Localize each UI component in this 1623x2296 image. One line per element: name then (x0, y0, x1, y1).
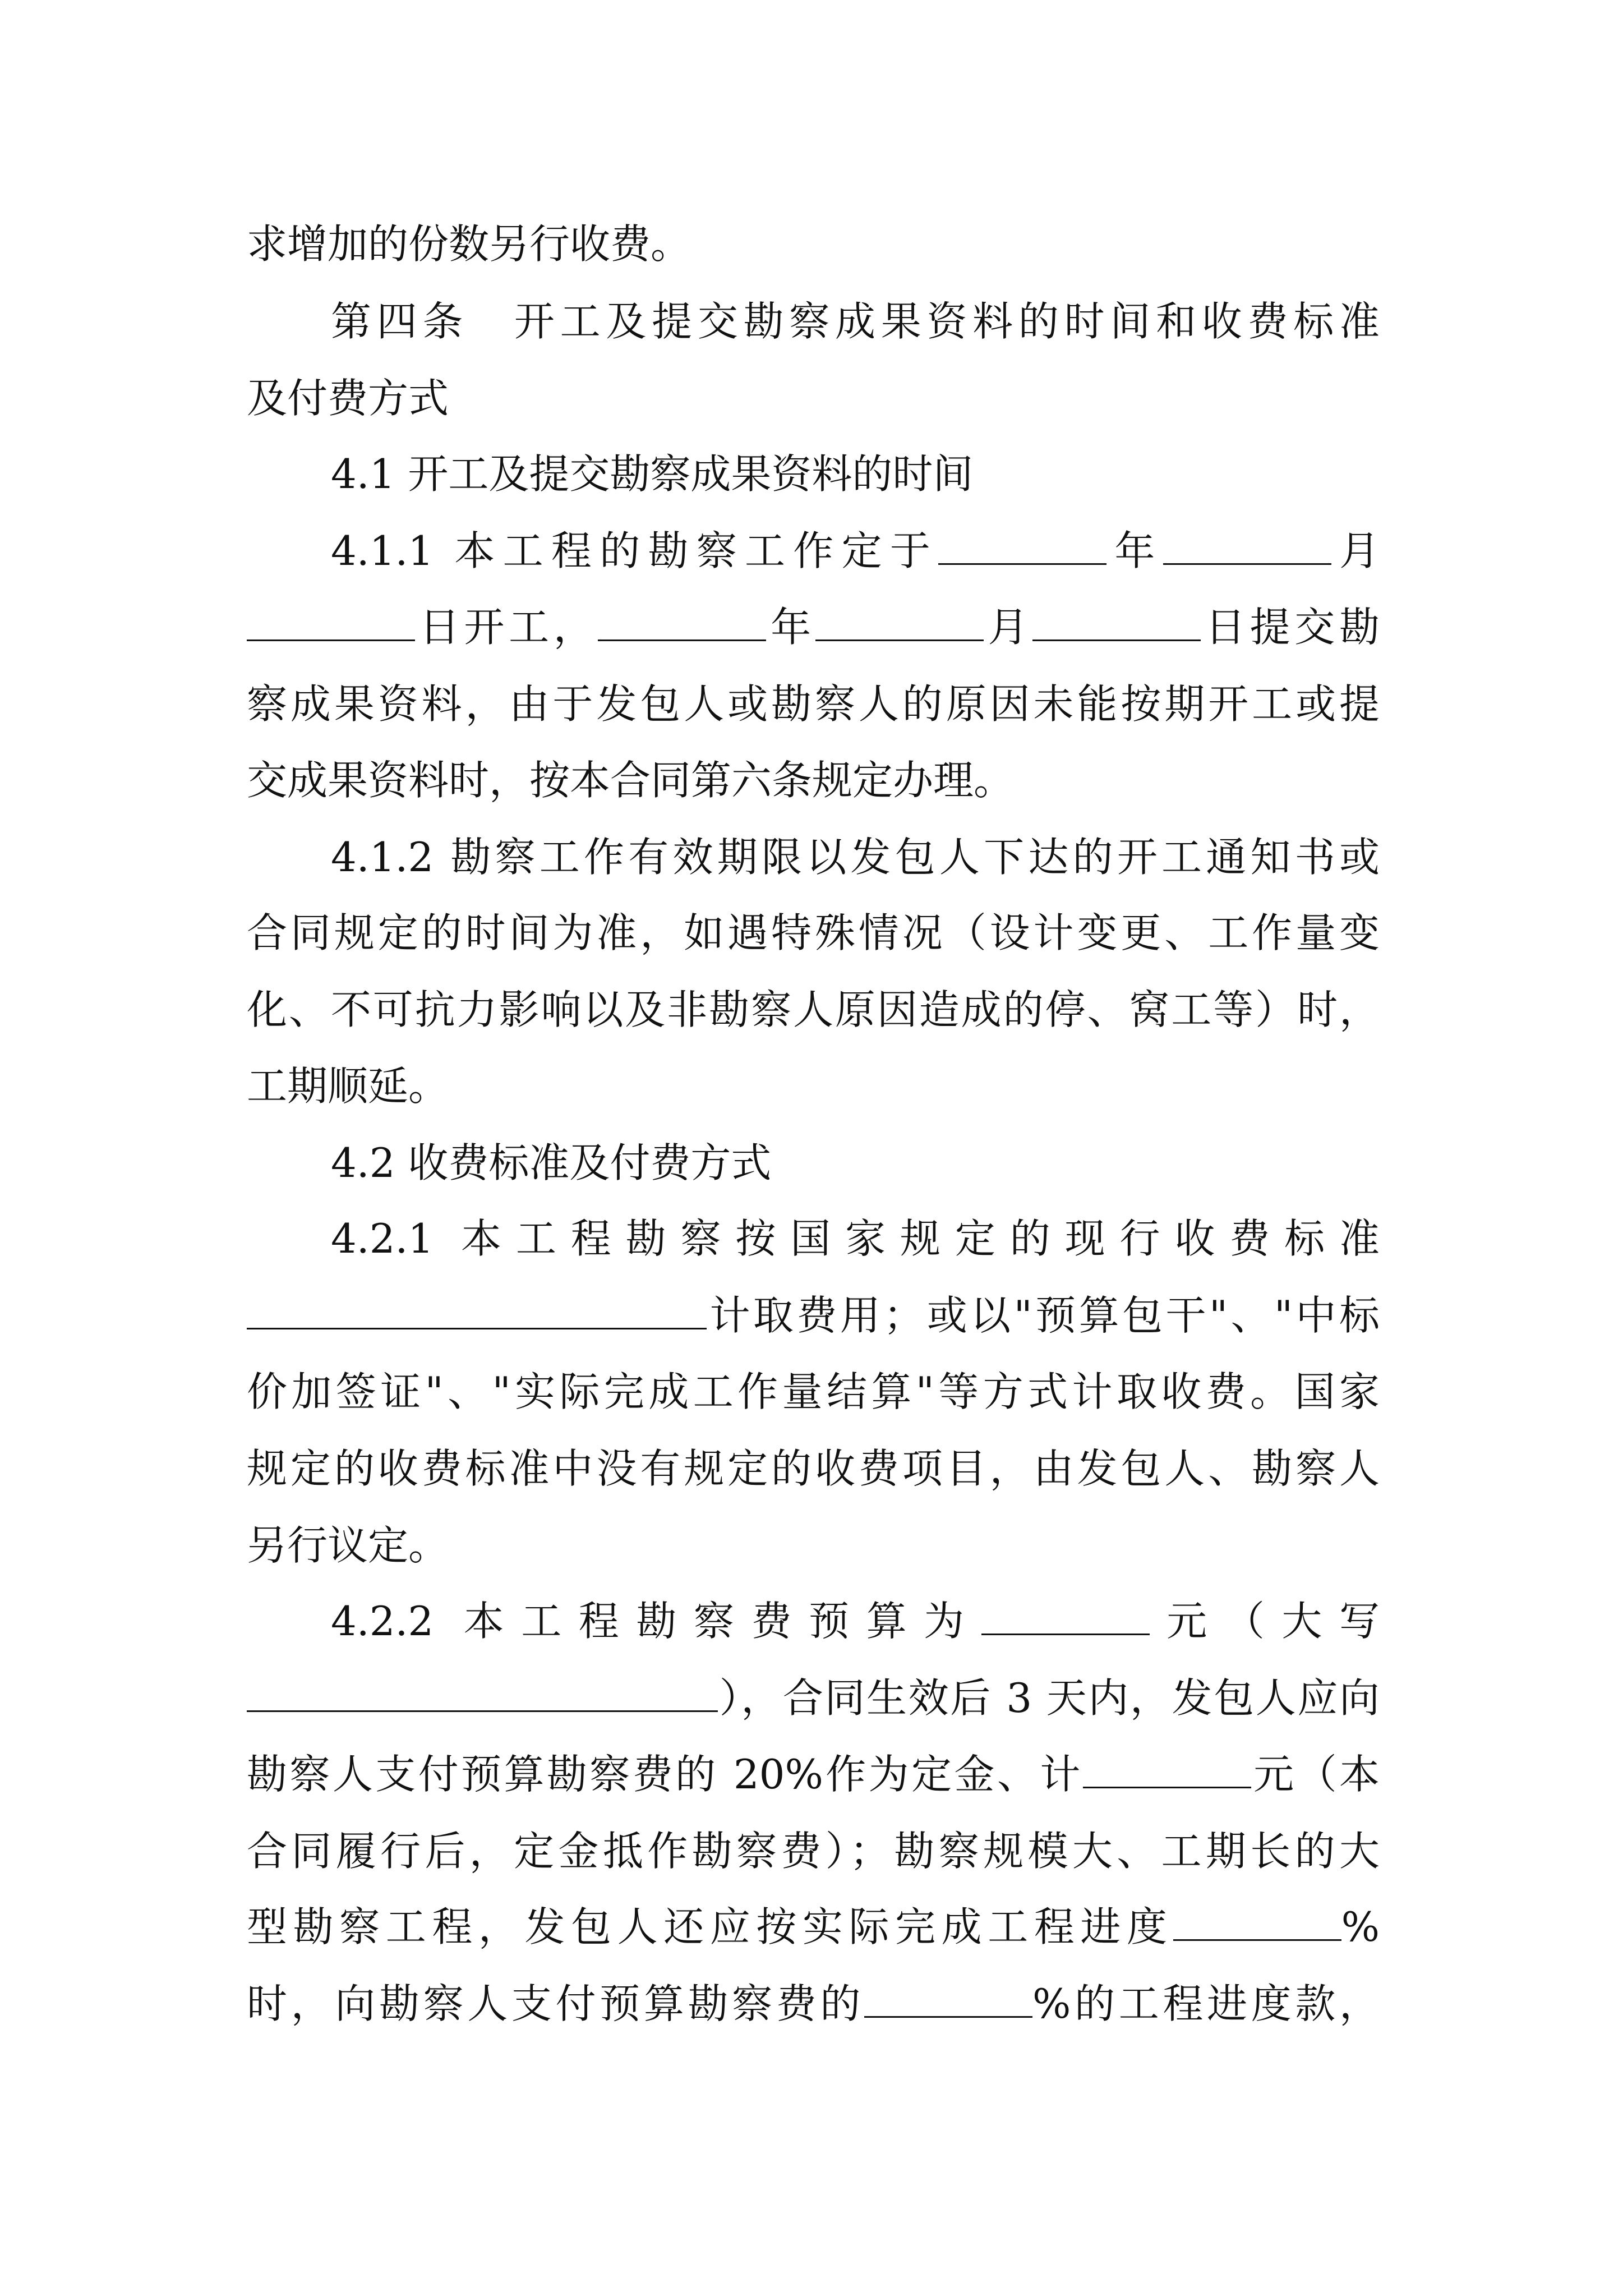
article-heading: 第四条 开工及提交勘察成果资料的时间和收费标准 (331, 298, 1380, 345)
paragraph-line: 化、不可抗力影响以及非勘察人原因造成的停、窝工等）时， (247, 986, 1380, 1033)
clause-text: 4.2.2 本工程勘察费预算为 (331, 1598, 981, 1645)
blank-field[interactable] (815, 605, 984, 641)
blank-field[interactable] (247, 605, 415, 641)
clause-text: 年 (766, 604, 815, 651)
blank-field[interactable] (981, 1599, 1150, 1635)
clause-text: 元（本 (1251, 1751, 1380, 1798)
section-heading: 4.1 开工及提交勘察成果资料的时间 (331, 450, 974, 498)
paragraph-line: 工期顺延。 (247, 1062, 449, 1110)
clause-4-1-2-line: 4.1.2 勘察工作有效期限以发包人下达的开工通知书或 (331, 834, 1380, 881)
clause-text: 年 (1106, 527, 1163, 574)
clause-text: 4.1.1 本工程的勘察工作定于 (331, 527, 939, 574)
article-heading-cont: 及付费方式 (247, 375, 449, 422)
paragraph-line: 求增加的份数另行收费。 (247, 220, 691, 268)
clause-4-1-1-line (331, 523, 1380, 579)
clause-4-2-1-line: 4.2.1 本工程勘察按国家规定的现行收费标准 (331, 1215, 1380, 1262)
clause-text: 月 (1331, 527, 1380, 574)
blank-field[interactable] (1173, 1904, 1341, 1941)
clause-text: 计取费用；或以"预算包干"、"中标 (707, 1292, 1380, 1339)
blank-field[interactable] (247, 1676, 718, 1712)
clause-text: 时，向勘察人支付预算勘察费的 (247, 1980, 865, 2027)
clause-4-2-2-line (247, 1746, 1380, 1802)
clause-4-2-2-line (331, 1593, 1380, 1649)
paragraph-line: 察成果资料，由于发包人或勘察人的原因未能按期开工或提 (247, 680, 1380, 728)
clause-text: % (1341, 1903, 1380, 1950)
clause-4-2-2-line (247, 1670, 1380, 1726)
clause-4-1-1-line (247, 599, 1380, 655)
blank-field[interactable] (1083, 1752, 1251, 1788)
paragraph-line: 规定的收费标准中没有规定的收费项目，由发包人、勘察人 (247, 1445, 1380, 1492)
clause-4-2-2-line (247, 1899, 1380, 1955)
blank-field[interactable] (938, 528, 1106, 565)
clause-text: 元（大写 (1149, 1598, 1380, 1645)
paragraph-line: 价加签证"、"实际完成工作量结算"等方式计取收费。国家 (247, 1368, 1380, 1415)
paragraph-line: 合同规定的时间为准，如遇特殊情况（设计变更、工作量变 (247, 909, 1380, 956)
paragraph-line: 合同履行后，定金抵作勘察费）；勘察规模大、工期长的大 (247, 1828, 1380, 1875)
blank-field[interactable] (247, 1293, 707, 1329)
blank-field[interactable] (1032, 605, 1201, 641)
paragraph-line: 交成果资料时，按本合同第六条规定办理。 (247, 757, 1015, 804)
blank-field[interactable] (1163, 528, 1331, 565)
clause-text: %的工程进度款， (1032, 1980, 1380, 2027)
blank-field[interactable] (864, 1981, 1032, 2018)
blank-field[interactable] (598, 605, 766, 641)
clause-text: 日开工， (415, 604, 598, 651)
clause-text: ），合同生效后 3 天内，发包人应向 (718, 1674, 1380, 1722)
clause-text: 月 (983, 604, 1033, 651)
clause-4-2-1-line (247, 1287, 1380, 1343)
clause-text: 勘察人支付预算勘察费的 20%作为定金、计 (247, 1751, 1083, 1798)
paragraph-line: 另行议定。 (247, 1522, 449, 1569)
clause-text: 日提交勘 (1201, 604, 1380, 651)
clause-text: 型勘察工程，发包人还应按实际完成工程进度 (247, 1903, 1173, 1950)
clause-4-2-2-line (247, 1976, 1380, 2032)
section-heading: 4.2 收费标准及付费方式 (331, 1139, 772, 1186)
